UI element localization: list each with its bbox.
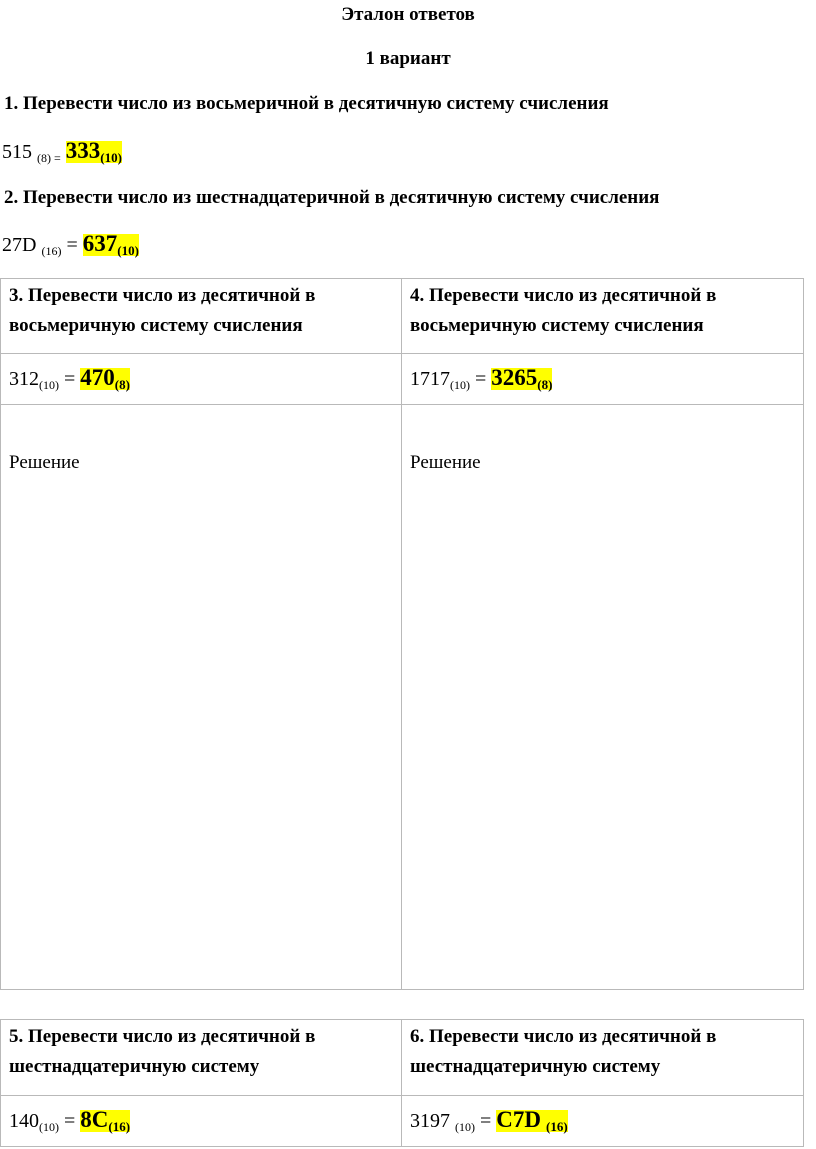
task2-base-out: (10) xyxy=(117,243,139,258)
task4-eq: = xyxy=(475,368,487,390)
task3-eq: = xyxy=(64,368,76,390)
task6-heading: 6. Перевести число из десятичной в шестнадцатеричную систему xyxy=(402,1020,804,1096)
task1-equation xyxy=(2,138,122,166)
task5-heading: 5. Перевести число из десятичной в шестнадцатеричную систему xyxy=(1,1020,402,1096)
task6-base-in: (10) xyxy=(455,1120,475,1134)
task1-base-out: (10) xyxy=(100,150,122,165)
task4-solution-label: Решение xyxy=(410,452,481,473)
task4-base-in: (10) xyxy=(450,378,470,392)
task2-heading: 2. Перевести число из шестнадцатеричной в десятичную систему счисления xyxy=(4,187,660,208)
task3-heading: 3. Перевести число из десятичной в восьмеричную систему счисления xyxy=(1,279,402,354)
task6-equation xyxy=(402,1096,804,1147)
task1-answer-highlight xyxy=(65,138,122,165)
task4-answer-highlight xyxy=(491,365,553,392)
task5-answer: 8C xyxy=(80,1107,109,1132)
task5-base-out: (16) xyxy=(108,1119,131,1134)
task1-heading: 1. Перевести число из восьмеричной в десятичную систему счисления xyxy=(4,93,609,114)
task3-base-out: (8) xyxy=(114,377,130,392)
task2-eq: = xyxy=(66,234,78,256)
task1-answer: 333 xyxy=(65,138,101,163)
task3-solution-label: Решение xyxy=(9,452,80,473)
task3-base-in: (10) xyxy=(39,378,59,392)
task5-answer-highlight xyxy=(80,1107,131,1134)
task2-answer-highlight xyxy=(82,231,139,258)
task3-equation xyxy=(1,354,402,405)
variant-label: 1 вариант xyxy=(365,48,451,69)
task6-base-out: (16) xyxy=(546,1119,568,1134)
task4-heading: 4. Перевести число из десятичной в восьмеричную систему счисления xyxy=(402,279,804,354)
task3-answer-highlight xyxy=(80,365,130,392)
task6-answer-highlight xyxy=(496,1107,568,1134)
task1-base-in: (8) = xyxy=(37,151,61,165)
task3-answer: 470 xyxy=(80,365,115,390)
task6-number: 3197 xyxy=(410,1110,450,1132)
tasks-5-6-table xyxy=(0,1019,804,1147)
task2-base-in: (16) xyxy=(41,244,62,258)
task4-solution-area xyxy=(402,405,804,990)
task4-equation xyxy=(402,354,804,405)
task6-answer: C7D xyxy=(496,1107,542,1132)
tasks-3-4-table xyxy=(0,278,804,990)
task5-base-in: (10) xyxy=(39,1120,59,1134)
task2-equation xyxy=(2,231,139,259)
task3-number: 312 xyxy=(9,368,39,390)
task5-equation xyxy=(1,1096,402,1147)
task6-eq: = xyxy=(480,1110,492,1132)
task1-number: 515 xyxy=(2,141,32,163)
task4-number: 1717 xyxy=(410,368,450,390)
task3-solution-area xyxy=(1,405,402,990)
task2-number: 27D xyxy=(2,234,37,256)
task4-base-out: (8) xyxy=(537,377,553,392)
task5-eq: = xyxy=(64,1110,76,1132)
document-title: Эталон ответов xyxy=(341,4,475,25)
task5-number: 140 xyxy=(9,1110,39,1132)
task4-answer: 3265 xyxy=(491,365,538,390)
task2-answer: 637 xyxy=(82,231,118,256)
